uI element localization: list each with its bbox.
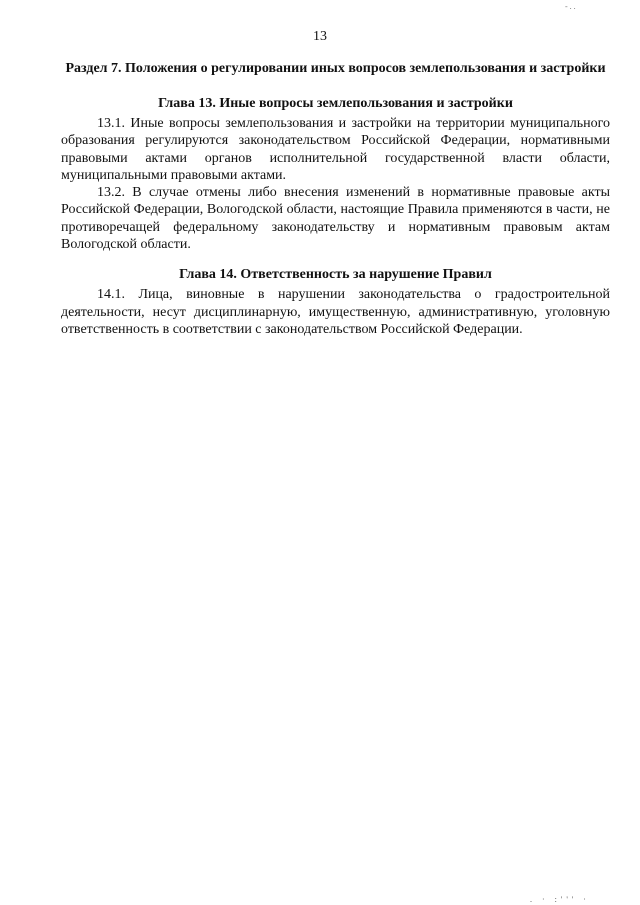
paragraph-14-1: 14.1. Лица, виновные в нарушении законодательства о градостроительной деятельности, несут дисциплинарную, имущественную, административную, уголовную ответственность в соответствии с законодательством Российской Федерации. bbox=[61, 287, 610, 337]
chapter-14 bbox=[61, 266, 610, 338]
chapter-14-title: Глава 14. Ответственность за нарушение Правил bbox=[179, 267, 492, 283]
document-body bbox=[61, 60, 610, 338]
chapter-13-title: Глава 13. Иные вопросы землепользования и застройки bbox=[158, 96, 513, 111]
chapter-13 bbox=[61, 95, 610, 253]
section-title: Раздел 7. Положения о регулировании иных вопросов землепользования и застройки bbox=[65, 61, 606, 76]
paragraph-13-1: 13.1. Иные вопросы землепользования и застройки на территории муниципального образования регулируются законодательством Российской Федерации, нормативными правовыми актами органов исполнительной государственной власти области, муниципальными правовыми актами. bbox=[61, 116, 610, 183]
paragraph-13-2: 13.2. В случае отмены либо внесения изменений в нормативные правовые акты Российской Федерации, Вологодской области, настоящие Правила применяются в части, не противоречащей федеральному законодательству и нормативным правовым актам Вологодской области. bbox=[61, 185, 610, 253]
page-number: 13 bbox=[313, 29, 327, 44]
scan-artifact-marks: . · :''' · bbox=[530, 895, 590, 904]
scan-corner-mark: - . . bbox=[565, 2, 576, 11]
